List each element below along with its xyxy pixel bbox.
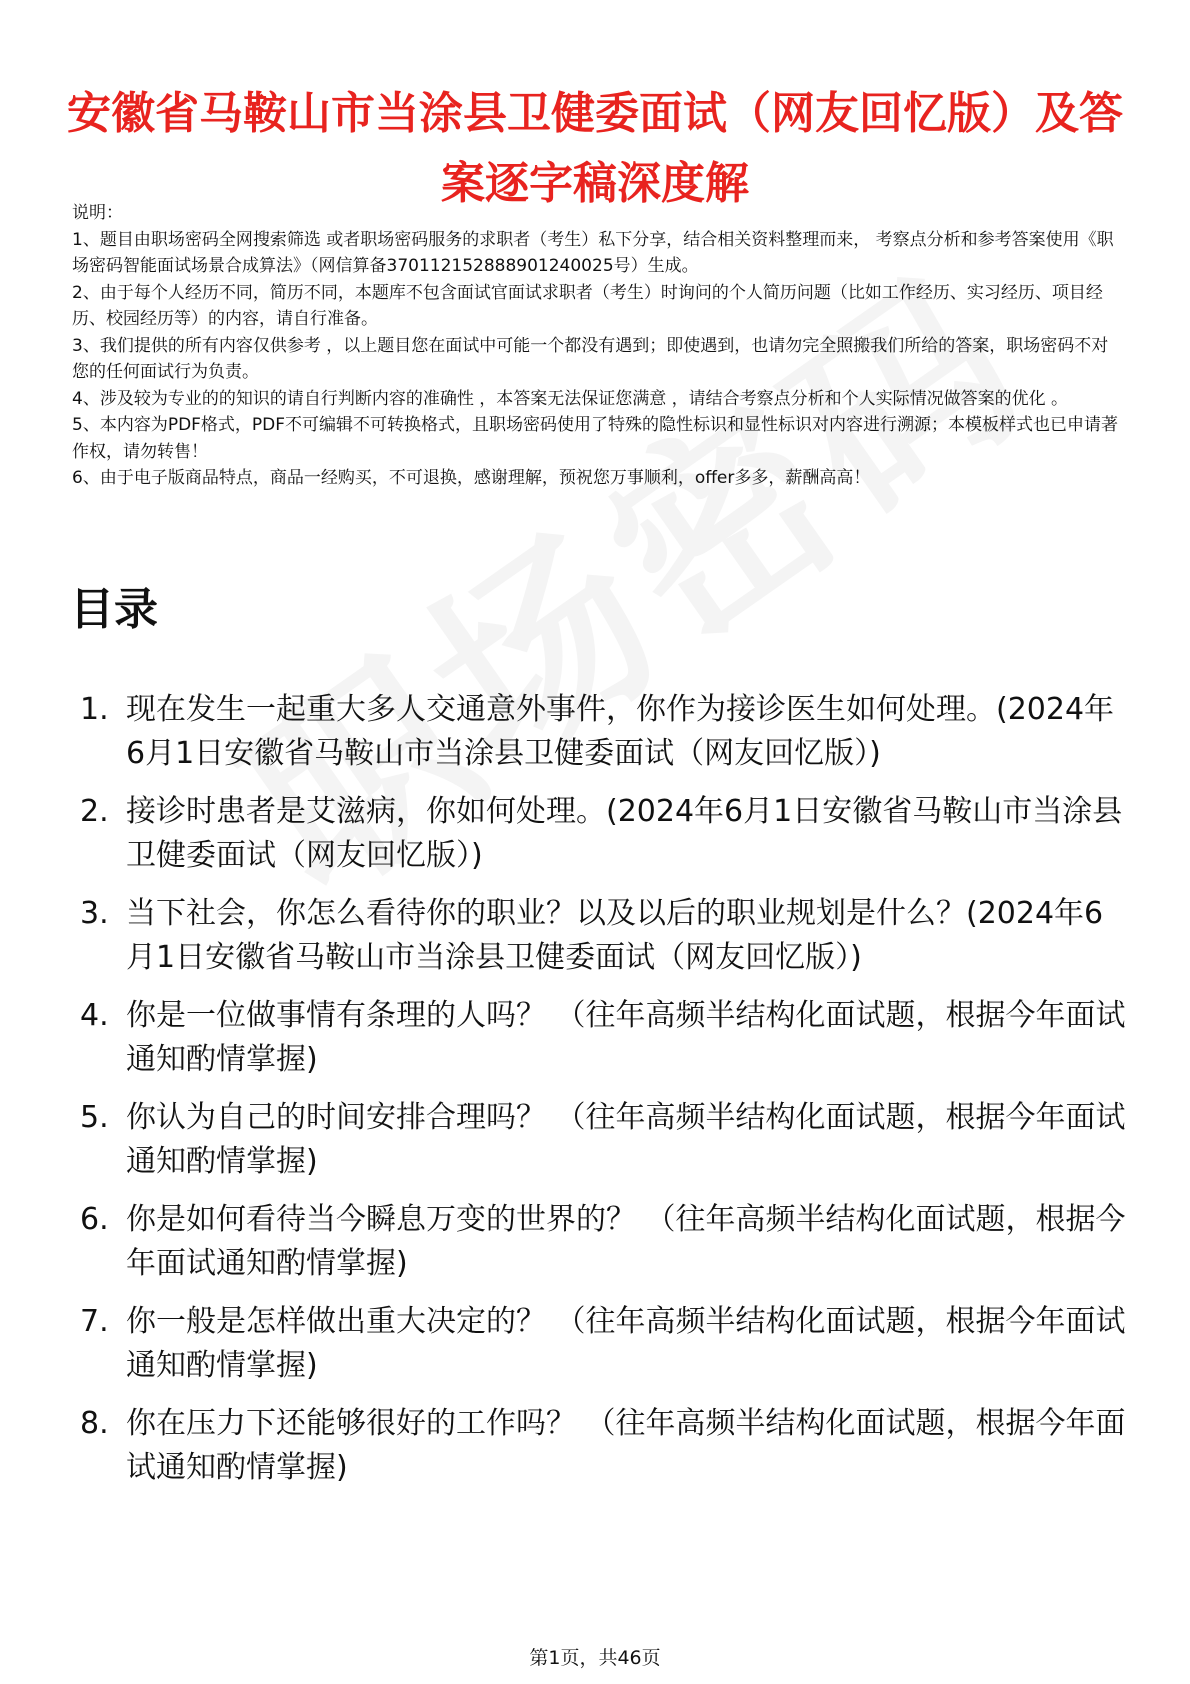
toc-item-number: 8.: [80, 1406, 109, 1441]
notes-heading: 说明：: [72, 203, 123, 223]
toc-item-number: 2.: [80, 794, 109, 829]
toc-item-text: 当下社会，你怎么看待你的职业？以及以后的职业规划是什么？(2024年6月1日安徽省马鞍山市当涂县卫健委面试（网友回忆版）): [126, 896, 1104, 975]
toc-item[interactable]: [70, 892, 1130, 980]
notes-section: [72, 200, 1122, 492]
toc-item[interactable]: [70, 994, 1130, 1082]
toc-item[interactable]: [70, 688, 1130, 776]
toc-item[interactable]: [70, 790, 1130, 878]
toc-item[interactable]: [70, 1096, 1130, 1184]
toc-item-text: 你是如何看待当今瞬息万变的世界的？ （往年高频半结构化面试题，根据今年面试通知酌情掌握): [126, 1202, 1126, 1281]
note-item: 1、题目由职场密码全网搜索筛选 或者职场密码服务的求职者（考生）私下分享，结合相关资料整理而来， 考察点分析和参考答案使用《职场密码智能面试场景合成算法》（网信算备370112152888901240025号）生成。: [72, 229, 1114, 276]
toc-item-text: 你认为自己的时间安排合理吗？ （往年高频半结构化面试题，根据今年面试通知酌情掌握): [126, 1100, 1126, 1179]
toc-item-number: 1.: [80, 692, 109, 727]
document-title: 安徽省马鞍山市当涂县卫健委面试（网友回忆版）及答案逐字稿深度解: [67, 88, 1123, 210]
page-footer: 第1页，共46页: [529, 1647, 661, 1669]
note-item: 6、由于电子版商品特点，商品一经购买，不可退换，感谢理解，预祝您万事顺利，offer多多，薪酬高高！: [72, 468, 871, 488]
toc-item-number: 4.: [80, 998, 109, 1033]
toc-item-text: 你一般是怎样做出重大决定的？ （往年高频半结构化面试题，根据今年面试通知酌情掌握): [126, 1304, 1126, 1383]
note-item: 3、我们提供的所有内容仅供参考 ，以上题目您在面试中可能一个都没有遇到；即使遇到，也请勿完全照搬我们所给的答案，职场密码不对您的任何面试行为负责。: [72, 335, 1109, 382]
toc-heading: 目录: [70, 584, 158, 635]
toc-item-number: 7.: [80, 1304, 109, 1339]
note-item: 4、涉及较为专业的的知识的请自行判断内容的准确性 ，本答案无法保证您满意 ，请结合考察点分析和个人实际情况做答案的优化 。: [72, 388, 1069, 409]
toc-item[interactable]: [70, 1198, 1130, 1286]
table-of-contents: [70, 688, 1130, 1504]
toc-item-text: 你是一位做事情有条理的人吗？ （往年高频半结构化面试题，根据今年面试通知酌情掌握): [126, 998, 1126, 1077]
toc-item-text: 接诊时患者是艾滋病，你如何处理。(2024年6月1日安徽省马鞍山市当涂县卫健委面试（网友回忆版）): [126, 794, 1123, 873]
note-item: 2、由于每个人经历不同，简历不同，本题库不包含面试官面试求职者（考生）时询问的个人简历问题（比如工作经历、实习经历、项目经历、校园经历等）的内容，请自行准备。: [72, 282, 1103, 329]
toc-item-number: 6.: [80, 1202, 109, 1237]
toc-item-number: 5.: [80, 1100, 109, 1135]
toc-item[interactable]: [70, 1300, 1130, 1388]
note-item: 5、本内容为PDF格式，PDF不可编辑不可转换格式，且职场密码使用了特殊的隐性标识和显性标识对内容进行溯源；本模板样式也已申请著作权，请勿转售！: [72, 415, 1119, 462]
toc-item-text: 现在发生一起重大多人交通意外事件，你作为接诊医生如何处理。(2024年6月1日安徽省马鞍山市当涂县卫健委面试（网友回忆版）): [126, 692, 1115, 771]
toc-item-number: 3.: [80, 896, 109, 931]
toc-item-text: 你在压力下还能够很好的工作吗？ （往年高频半结构化面试题，根据今年面试通知酌情掌握): [126, 1406, 1126, 1485]
toc-item[interactable]: [70, 1402, 1130, 1490]
